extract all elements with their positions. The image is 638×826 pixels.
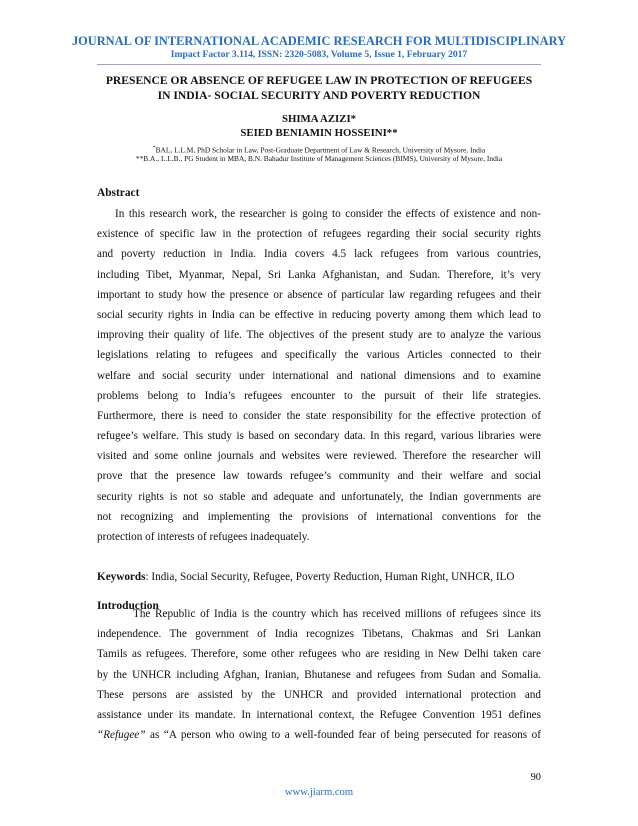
affiliation-1-text: BAL, L.L.M, PhD Scholar in Law, Post-Graduate Department of Law & Research, University of Mysore, India: [155, 145, 486, 155]
abstract-line: problems belong to India’s refugees encounter to the pursuit of their life strategies.: [97, 389, 541, 402]
introduction-line: assistance under its mandate. In international context, the Refugee Convention 1951 defines: [97, 708, 541, 721]
keywords-text: : India, Social Security, Refugee, Poverty Reduction, Human Right, UNHCR, ILO: [145, 571, 515, 583]
abstract-line: security rights is not so stable and adequate and unfortunately, the Indian governments are: [97, 490, 541, 503]
abstract-line: Furthermore, there is need to consider the state responsibility for the effective protection of: [97, 409, 541, 422]
author-1: SHIMA AZIZI*: [281, 113, 357, 125]
introduction-line: by the UNHCR including Afghan, Iranian, Bhutanese and refugees from Sudan and Somalia.: [97, 668, 541, 681]
introduction-heading: Introduction: [97, 600, 159, 612]
abstract-line: prove that the presence law towards refugee’s community and their welfare and social: [97, 470, 541, 483]
abstract-line: and poverty reduction in India. India covers 4.5 lack refugees from various countries,: [97, 248, 541, 261]
affiliation-marker: *: [152, 145, 156, 151]
abstract-line: important to study how the presence or absence of particular law regarding refugees and their: [97, 288, 541, 301]
keywords-label: Keywords: [97, 571, 146, 583]
affiliation-2: **B.A., L.L.B., PG Student in MBA, B.N. Bahadur Institute of Management Sciences (BIMS), University of Mysore, India: [135, 154, 503, 163]
page-number: 90: [530, 772, 541, 783]
author-2: SEIED BENIAMIN HOSSEINI**: [240, 127, 398, 139]
introduction-line: independence. The government of India recognizes Tibetans, Chakmas and Sri Lankan: [97, 628, 541, 641]
abstract-line: welfare and social security under international and national dimensions and to examine: [97, 369, 541, 382]
paper-title: [60, 73, 578, 103]
introduction-body: [97, 604, 541, 745]
introduction-line: These persons are assisted by the UNHCR and provided international protection and: [97, 688, 541, 701]
abstract-line: including Tibet, Myanmar, Nepal, Sri Lanka Afghanistan, and Sudan. Therefore, it’s very: [97, 268, 541, 281]
journal-issue-info: Impact Factor 3.114, ISSN: 2320-5083, Volume 5, Issue 1, February 2017: [170, 49, 468, 60]
refugee-term: “Refugee”: [97, 729, 146, 742]
abstract-line: not recognizing and implementing the provisions of international conventions for the: [97, 510, 541, 523]
introduction-line: [97, 725, 541, 745]
journal-name: JOURNAL OF INTERNATIONAL ACADEMIC RESEARCH FOR MULTIDISCIPLINARY: [71, 34, 567, 48]
abstract-line: In this research work, the researcher is going to consider the effects of existence and non-: [115, 208, 541, 220]
footer-url-link[interactable]: www.jiarm.com: [284, 787, 354, 798]
abstract-body: [97, 204, 541, 547]
abstract-line: protection of interests of refugees inadequately.: [97, 531, 310, 543]
introduction-line-rest: as “A person who owing to a well-founded fear of being persecuted for reasons of: [145, 729, 541, 742]
abstract-line: social security rights in India can be effective in reducing poverty among them which lead to: [97, 308, 541, 321]
abstract-heading: Abstract: [97, 187, 140, 199]
paper-title-line-1: PRESENCE OR ABSENCE OF REFUGEE LAW IN PROTECTION OF REFUGEES: [105, 74, 533, 87]
keywords-line: [97, 570, 515, 584]
abstract-line: legislations relating to refugees and specifically the various Articles connected to their: [97, 349, 541, 362]
introduction-line: Tamils as refugees. Therefore, some other refugees who are residing in New Delhi taken care: [97, 648, 541, 661]
header-divider: [97, 64, 541, 65]
abstract-line: refugee’s welfare. This study is based on secondary data. In this regard, various libraries were: [97, 430, 541, 443]
abstract-line: existence of specific law in the protection of refugees regarding their social security rights: [97, 228, 541, 241]
introduction-line: The Republic of India is the country which has received millions of refugees since its: [133, 608, 541, 620]
abstract-line: improving their quality of life. The objectives of the present study are to analyze the various: [97, 329, 541, 342]
abstract-line: visited and some online journals and websites were reviewed. Therefore the researcher will: [97, 450, 541, 463]
paper-title-line-2: IN INDIA- SOCIAL SECURITY AND POVERTY REDUCTION: [157, 89, 481, 102]
